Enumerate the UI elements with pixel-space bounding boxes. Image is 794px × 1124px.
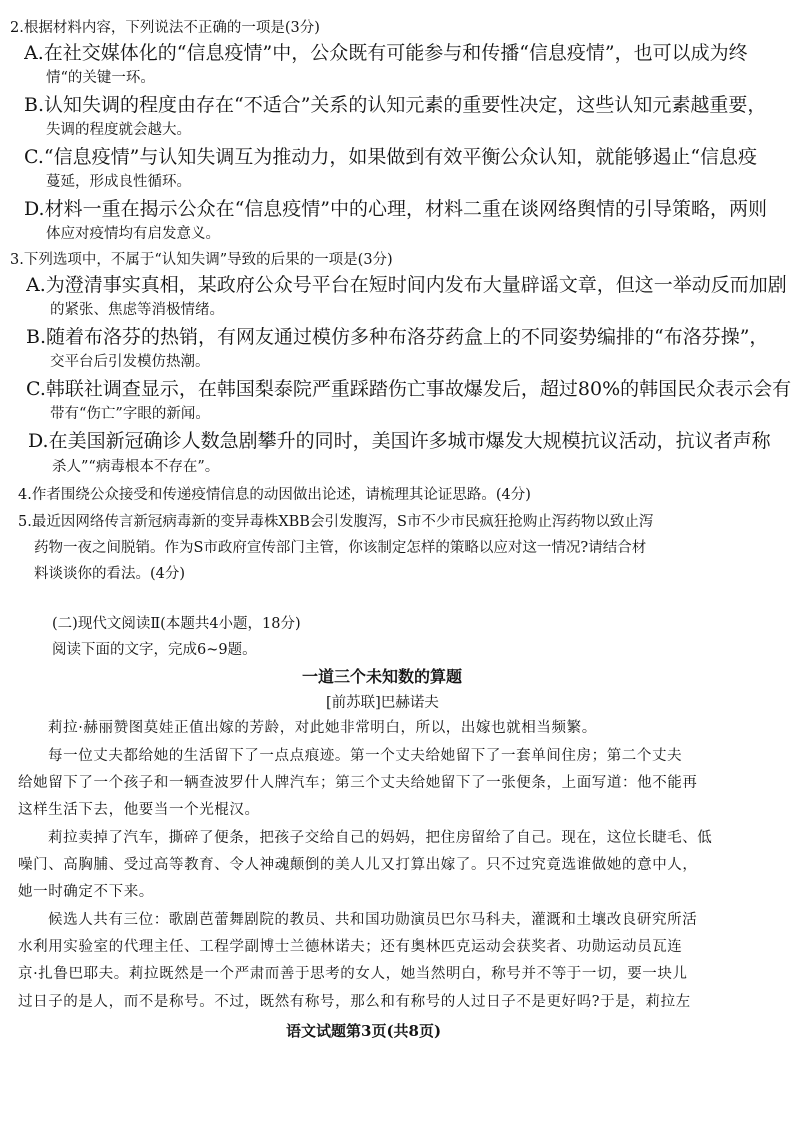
- story-line: 噪门、高胸脯、受过高等教育、令人神魂颠倒的美人儿又打算出嫁了。只不过究竟选谁做她的意中人，: [18, 857, 698, 873]
- q3-option-a-line2: 的紧张、焦虑等消极情绪。: [50, 302, 224, 318]
- q2-option-d-line1: D.材料一重在揭示公众在“信息疫情”中的心理，材料二重在谈网络舆情的引导策略，两则: [24, 198, 768, 220]
- story-line: 给她留下了一个孩子和一辆查波罗什人牌汽车；第三个丈夫给她留下了一张便条，上面写道：他不能再: [18, 775, 698, 791]
- q2-option-b-line1: B.认知失调的程度由存在“不适合”关系的认知元素的重要性决定，这些认知元素越重要，: [24, 94, 767, 116]
- story-line: 莉拉卖掉了汽车，撕碎了便条，把孩子交给自己的妈妈，把住房留给了自己。现在，这位长睫毛、低: [48, 830, 713, 846]
- story-line: 候选人共有三位：歌剧芭蕾舞剧院的教员、共和国功勋演员巴尔马科夫，灌溉和土壤改良研究所活: [48, 912, 698, 928]
- story-line: 这样生活下去，他要当一个光棍汉。: [18, 802, 260, 818]
- q3-stem: 3.下列选项中，不属于“认知失调”导致的后果的一项是(3分): [10, 252, 393, 268]
- q3-option-a-line1: A.为澄清事实真相，某政府公众号平台在短时间内发布大量辟谣文章，但这一举动反而加剧: [26, 274, 787, 296]
- story-line: 水利用实验室的代理主任、工程学副博士兰德林诺夫；还有奥林匹克运动会获奖者、功勋运动员瓦连: [18, 939, 683, 955]
- q3-option-c-line1: C.韩联社调查显示，在韩国梨泰院严重踩踏伤亡事故爆发后，超过80%的韩国民众表示会有: [26, 378, 792, 400]
- story-line: 她一时确定不下来。: [18, 884, 154, 900]
- q3-option-b-line2: 交平台后引发模仿热潮。: [50, 354, 210, 370]
- q2-option-d-line2: 体应对疫情均有启发意义。: [46, 226, 220, 242]
- q2-option-c-line2: 蔓延，形成良性循环。: [46, 174, 191, 190]
- q2-stem: 2.根据材料内容，下列说法不正确的一项是(3分): [10, 20, 320, 36]
- section-heading: (二)现代文阅读Ⅱ(本题共4小题，18分): [52, 616, 301, 632]
- q3-option-c-line2: 带有“伤亡”字眼的新闻。: [50, 406, 210, 422]
- page-footer: 语文试题第3页(共8页): [286, 1022, 442, 1040]
- q3-option-b-line1: B.随着布洛芬的热销，有网友通过模仿多种布洛芬药盒上的不同姿势编排的“布洛芬操”，: [26, 326, 769, 348]
- q2-option-a-line1: A.在社交媒体化的“信息疫情”中，公众既有可能参与和传播“信息疫情”，也可以成为终: [24, 42, 748, 64]
- story-line: 过日子的是人，而不是称号。不过，既然有称号，那么和有称号的人过日子不是更好吗?于是，莉拉左: [18, 994, 691, 1010]
- q5-line2: 药物一夜之间脱销。作为S市政府宣传部门主管，你该制定怎样的策略以应对这一情况?请结合材: [34, 540, 647, 556]
- q5-line3: 料谈谈你的看法。(4分): [34, 566, 186, 582]
- q2-option-a-line2: 情“的关键一环。: [46, 70, 155, 86]
- q3-option-d-line1: D.在美国新冠确诊人数急剧攀升的同时，美国许多城市爆发大规模抗议活动，抗议者声称: [28, 430, 771, 452]
- story-line: 京·扎鲁巴耶夫。莉拉既然是一个严肃而善于思考的女人，她当然明白，称号并不等于一切，要一块儿: [18, 966, 688, 982]
- story-line: 莉拉·赫丽赞图莫娃正值出嫁的芳龄，对此她非常明白，所以，出嫁也就相当频繁。: [48, 720, 597, 736]
- q5-line1: 5.最近因网络传言新冠病毒新的变异毒株XBB会引发腹泻，S市不少市民疯狂抢购止泻药物以致止泻: [18, 514, 654, 530]
- story-title: 一道三个未知数的算题: [302, 667, 463, 686]
- story-line: 每一位丈夫都给她的生活留下了一点点痕迹。第一个丈夫给她留下了一套单间住房；第二个丈夫: [48, 748, 683, 764]
- q3-option-d-line2: 杀人”“病毒根本不存在”。: [52, 459, 220, 475]
- q2-option-c-line1: C.“信息疫情”与认知失调互为推动力，如果做到有效平衡公众认知，就能够遏止“信息疫: [24, 146, 758, 168]
- q2-option-b-line2: 失调的程度就会越大。: [46, 122, 191, 138]
- section-instruction: 阅读下面的文字，完成6~9题。: [52, 642, 257, 658]
- q4-stem: 4.作者围绕公众接受和传递疫情信息的动因做出论述，请梳理其论证思路。(4分): [18, 487, 531, 503]
- story-author: [前苏联]巴赫诺夫: [326, 695, 439, 711]
